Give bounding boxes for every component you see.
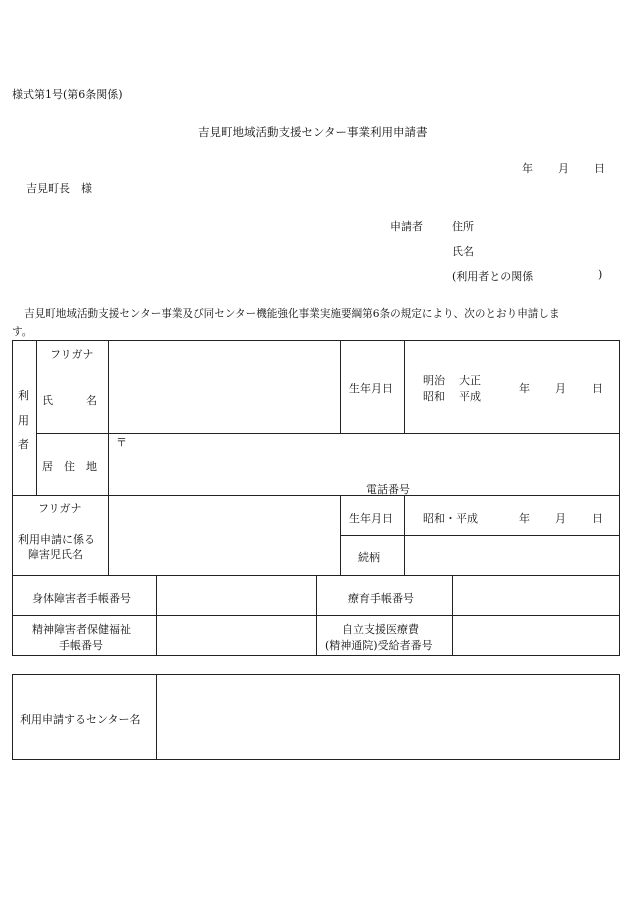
applicant-address-field[interactable] — [480, 214, 615, 232]
era-heisei: 平成 — [459, 390, 481, 403]
residence-field[interactable] — [109, 434, 619, 494]
child-era: 昭和・平成 — [423, 512, 478, 525]
center-name-label: 利用申請するセンター名 — [20, 713, 141, 726]
date-day: 日 — [594, 162, 605, 175]
relationship-field[interactable] — [405, 536, 619, 574]
child-birth-day: 日 — [592, 512, 603, 525]
user-label-1: 利 — [18, 389, 29, 402]
child-name-field[interactable] — [109, 496, 339, 574]
relationship-label: 続柄 — [358, 551, 380, 564]
center-name-field[interactable] — [157, 675, 619, 759]
medical-cert-label-line1: 自立支援医療費 — [342, 623, 419, 636]
applicant-relation-close: ) — [598, 268, 603, 281]
mental-cert-label-line2: 手帳番号 — [59, 639, 103, 652]
era-meiji: 明治 — [423, 374, 445, 387]
postal-mark: 〒 — [116, 436, 127, 449]
furigana-label-child: フリガナ — [38, 502, 82, 515]
date-month: 月 — [558, 162, 569, 175]
birth-day: 日 — [592, 382, 603, 395]
applicant-relation-field[interactable] — [542, 264, 598, 282]
era-showa: 昭和 — [423, 390, 445, 403]
user-label-3: 者 — [18, 438, 29, 451]
physical-cert-field[interactable] — [157, 576, 315, 614]
user-label-2: 用 — [18, 414, 29, 427]
body-text-line2: す。 — [12, 326, 33, 338]
phone-label: 電話番号 — [366, 483, 410, 496]
child-label-line1: 利用申請に係る — [18, 533, 95, 546]
applicant-relation-label: (利用者との関係 — [452, 270, 534, 283]
form-number: 様式第1号(第6条関係) — [12, 88, 123, 101]
residence-label: 居 住 地 — [42, 460, 97, 473]
addressee: 吉見町長 様 — [26, 182, 92, 195]
col-divider — [316, 575, 317, 656]
col-divider — [404, 340, 405, 433]
applicant-name-label: 氏名 — [452, 245, 474, 258]
applicant-label: 申請者 — [390, 220, 423, 233]
applicant-address-label: 住所 — [452, 220, 474, 233]
date-year: 年 — [522, 162, 533, 175]
user-name-field[interactable] — [109, 341, 339, 432]
col-divider — [340, 340, 341, 433]
physical-cert-label: 身体障害者手帳番号 — [32, 592, 131, 605]
child-birth-month: 月 — [555, 512, 566, 525]
era-taisho: 大正 — [459, 374, 481, 387]
medical-cert-label-line2: (精神通院)受給者番号 — [325, 639, 433, 652]
body-text-line1: 吉見町地域活動支援センター事業及び同センター機能強化事業実施要綱第6条の規定により、次のとおり申請しま — [24, 308, 560, 320]
col-divider — [36, 340, 37, 495]
medical-cert-field[interactable] — [453, 616, 619, 655]
birth-month: 月 — [555, 382, 566, 395]
rehab-cert-field[interactable] — [453, 576, 619, 614]
child-birth-label: 生年月日 — [349, 512, 393, 525]
form-title: 吉見町地域活動支援センター事業利用申請書 — [198, 125, 428, 139]
child-birth-year: 年 — [519, 512, 530, 525]
child-label-line2: 障害児氏名 — [28, 548, 83, 561]
col-divider — [340, 495, 341, 575]
rehab-cert-label: 療育手帳番号 — [348, 592, 414, 605]
birth-label: 生年月日 — [349, 382, 393, 395]
furigana-label: フリガナ — [50, 348, 94, 361]
user-name-label: 氏 名 — [42, 394, 97, 407]
mental-cert-field[interactable] — [157, 616, 315, 655]
birth-year: 年 — [519, 382, 530, 395]
mental-cert-label-line1: 精神障害者保健福祉 — [32, 623, 131, 636]
applicant-name-field[interactable] — [480, 239, 615, 257]
